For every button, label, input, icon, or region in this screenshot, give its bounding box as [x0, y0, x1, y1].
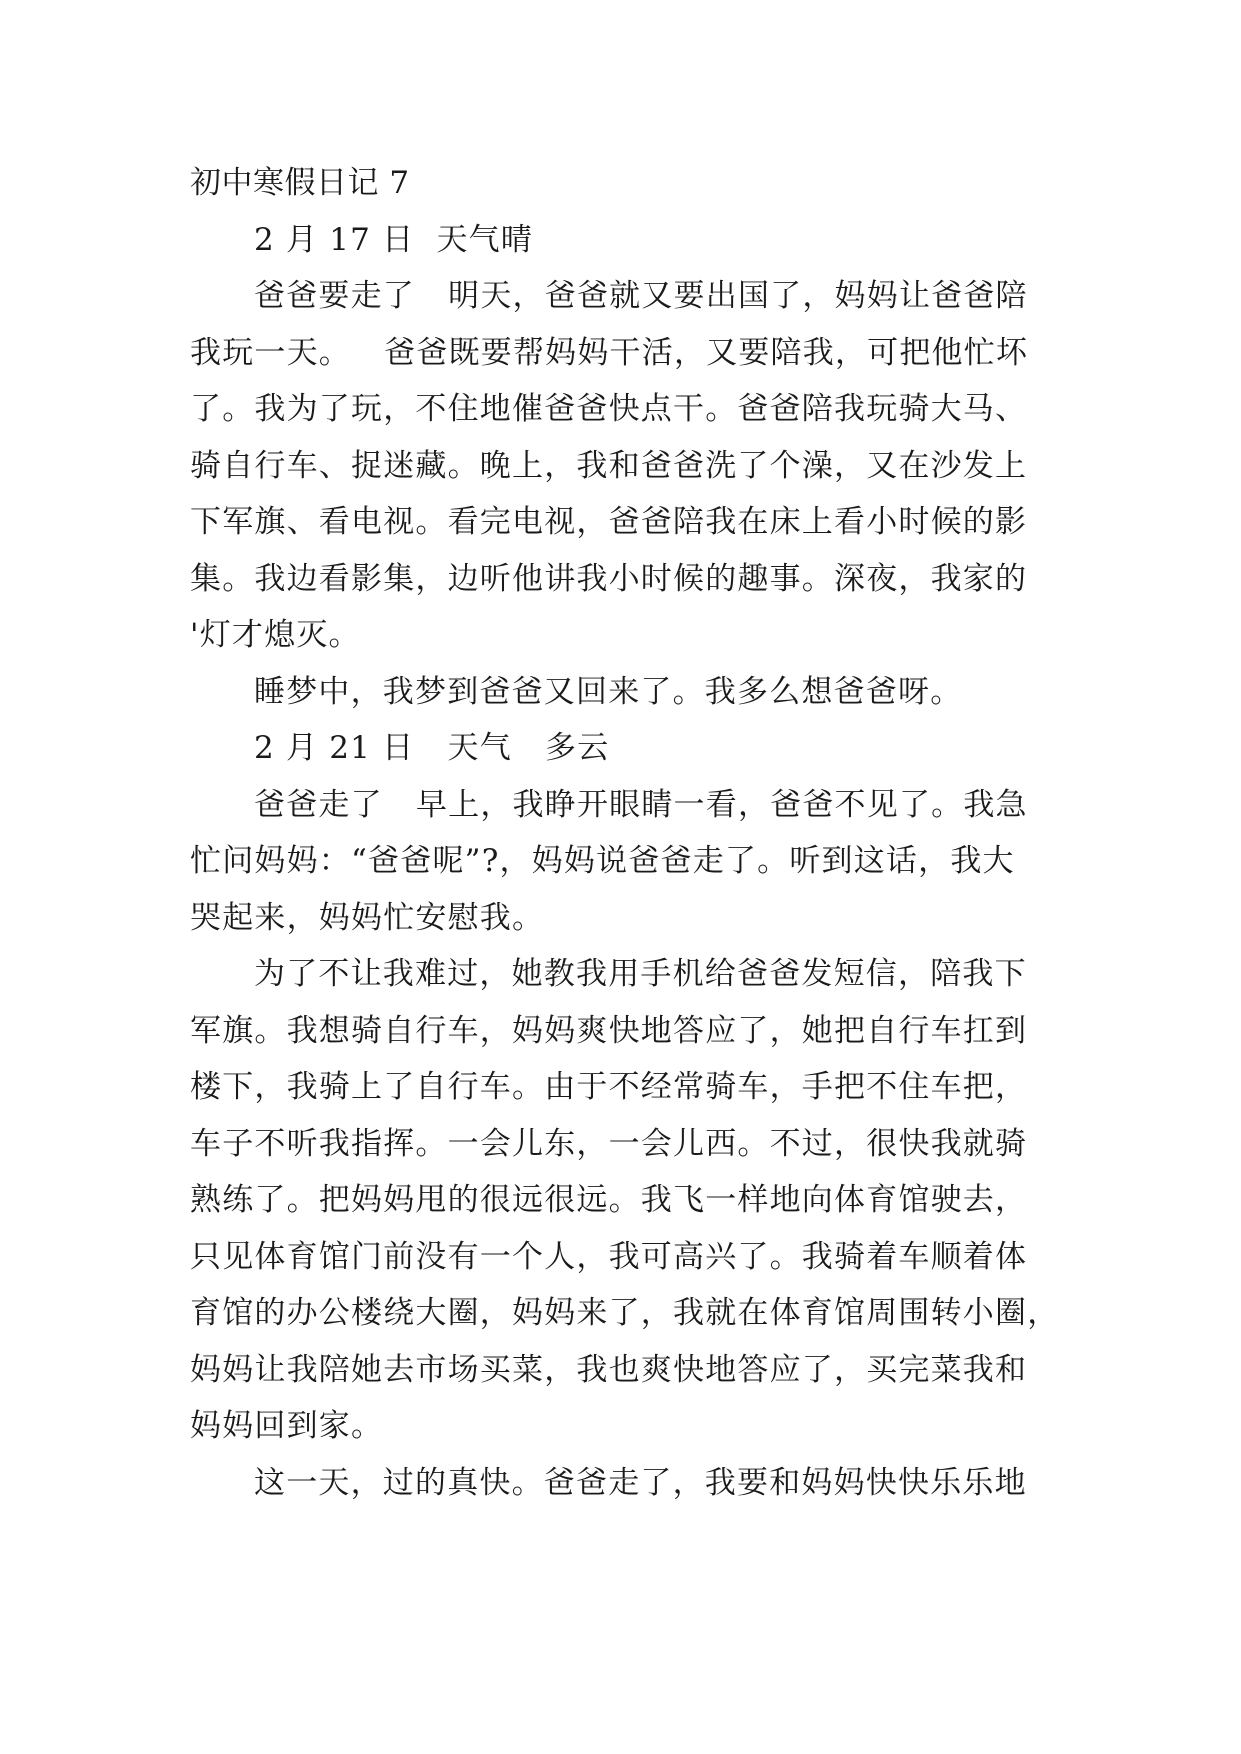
paragraph-line: 下军旗、看电视。看完电视，爸爸陪我在床上看小时候的影 [190, 504, 1028, 540]
paragraph-line: 忙问妈妈：“爸爸呢”?，妈妈说爸爸走了。听到这话，我大 [190, 843, 1015, 879]
paragraph-line: 爸爸走了 早上，我睁开眼睛一看，爸爸不见了。我急 [254, 786, 1028, 823]
date-heading: 2 月 21 日 天气 多云 [254, 730, 610, 766]
paragraph-line: 楼下，我骑上了自行车。由于不经常骑车，手把不住车把， [190, 1069, 1028, 1105]
paragraph-line: 这一天，过的真快。爸爸走了，我要和妈妈快快乐乐地 [254, 1464, 1027, 1501]
paragraph-line: 为了不让我难过，她教我用手机给爸爸发短信，陪我下 [254, 956, 1027, 992]
paragraph-line: 了。我为了玩，不住地催爸爸快点干。爸爸陪我玩骑大马、 [190, 391, 1028, 427]
paragraph-line: 妈妈回到家。 [190, 1408, 384, 1444]
paragraph-line: 妈妈让我陪她去市场买菜，我也爽快地答应了，买完菜我和 [190, 1351, 1028, 1388]
paragraph-line: 熟练了。把妈妈甩的很远很远。我飞一样地向体育馆驶去， [190, 1182, 1028, 1218]
paragraph-line: 集。我边看影集，边听他讲我小时候的趣事。深夜，我家的 [190, 560, 1028, 597]
paragraph-line: 哭起来，妈妈忙安慰我。 [190, 899, 545, 936]
paragraph-line: '灯才熄灭。 [190, 617, 361, 653]
paragraph-line: 爸爸要走了 明天，爸爸就又要出国了，妈妈让爸爸陪 [254, 278, 1028, 314]
paragraph-line: 车子不听我指挥。一会儿东，一会儿西。不过，很快我就骑 [190, 1125, 1028, 1162]
paragraph-line: 我玩一天。 爸爸既要帮妈妈干活，又要陪我，可把他忙坏 [190, 334, 1029, 371]
paragraph-line: 只见体育馆门前没有一个人，我可高兴了。我骑着车顺着体 [190, 1238, 1028, 1275]
date-heading: 2 月 17 日 天气晴 [254, 221, 534, 258]
paragraph-line: 骑自行车、捉迷藏。晚上，我和爸爸洗了个澡，又在沙发上 [190, 447, 1028, 484]
paragraph-line: 军旗。我想骑自行车，妈妈爽快地答应了，她把自行车扛到 [190, 1012, 1028, 1049]
diary-text-block [190, 155, 1070, 1511]
document-title: 初中寒假日记 7 [190, 165, 410, 201]
paragraph-line: 睡梦中，我梦到爸爸又回来了。我多么想爸爸呀。 [254, 673, 963, 710]
paragraph-line: 育馆的办公楼绕大圈，妈妈来了，我就在体育馆周围转小圈， [190, 1295, 1060, 1331]
